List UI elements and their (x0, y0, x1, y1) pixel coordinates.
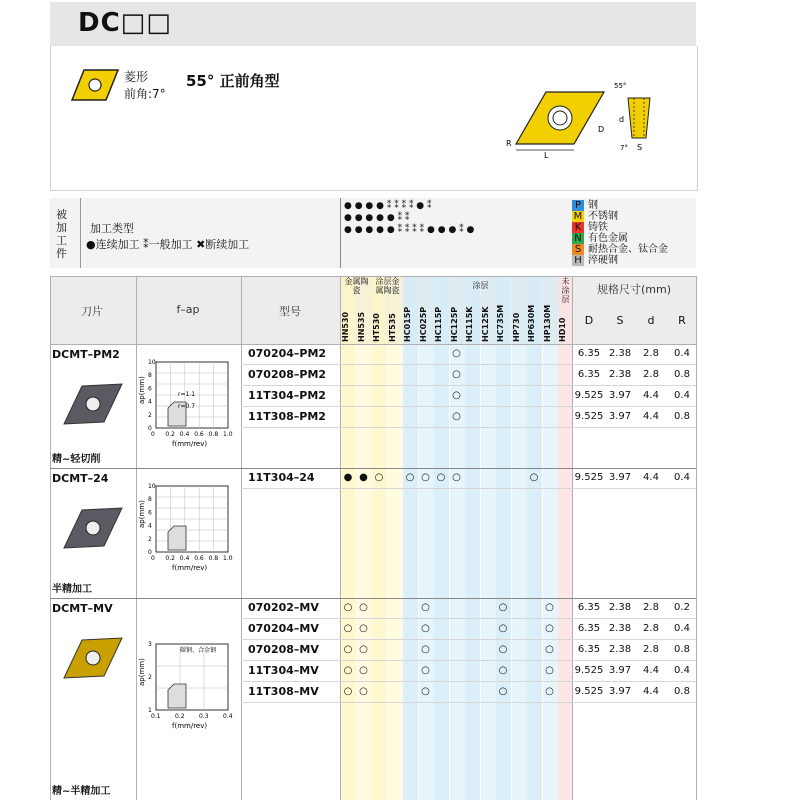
group-coated-cermet: 涂层金属陶瓷 (375, 277, 400, 295)
dim-value: 6.35 (577, 348, 601, 359)
group-cermet: 金属陶瓷 (344, 277, 369, 295)
dot-row: ● ● ● ● ● ⁑ ⁑ (344, 213, 410, 223)
chart-xlabel: f(mm/rev) (172, 440, 208, 448)
dim-value: 4.4 (643, 686, 659, 697)
workpiece-label: 被加工件 (56, 208, 67, 260)
material-name: 钢 (588, 200, 598, 211)
diagram-angle: 55° (614, 82, 627, 90)
chart-tick: 0 (148, 549, 152, 556)
section-divider (50, 598, 696, 599)
grade-mark: ○ (405, 472, 415, 483)
grade-mark: ○ (498, 644, 508, 655)
dim-value: 4.4 (643, 390, 659, 401)
grade-mark: ○ (343, 602, 353, 613)
fap-chart (140, 480, 236, 576)
model-number: 11T308–MV (248, 685, 319, 698)
grade-col-band (481, 276, 496, 800)
material-row (572, 200, 598, 211)
grade-mark: ○ (498, 665, 508, 676)
grade-mark: ○ (529, 472, 539, 483)
chart-tick: 8 (148, 372, 152, 380)
grade-mark: ○ (359, 602, 368, 613)
model-number: 11T304–MV (248, 664, 319, 677)
dim-value: 4.4 (643, 472, 659, 483)
chart-tick: 0 (148, 425, 152, 432)
dim-value: 2.38 (608, 623, 632, 634)
grade-label: HP630M (527, 304, 536, 342)
grade-mark: ○ (359, 686, 368, 697)
grade-col-band (434, 276, 449, 800)
insert-caption: 精~半精加工 (52, 786, 111, 797)
dim-value: 2.8 (643, 369, 659, 380)
chart-ylabel: ap(mm) (138, 376, 146, 404)
material-name: 有色金属 (588, 233, 628, 244)
chart-tick: 10 (148, 483, 156, 490)
dot-row: ● ● ● ● ● ⁑ ⁑ ⁑ ⁑ ● ● ● ⁑ ● (344, 225, 475, 235)
grade-label: HC125K (480, 306, 490, 342)
dim-value: 0.8 (674, 644, 690, 655)
dim-value: 2.8 (643, 644, 659, 655)
row-line (241, 702, 696, 703)
grade-mark: ○ (343, 623, 353, 634)
grade-col-band (419, 276, 434, 800)
dim-value: 0.4 (674, 348, 690, 359)
material-name: 耐热合金、钛合金 (588, 244, 668, 255)
dim-value: 9.525 (574, 472, 604, 483)
divider (80, 198, 81, 268)
dim-value: 6.35 (577, 623, 601, 634)
diagram-d: d (619, 115, 625, 124)
chart-tick: 0.6 (194, 431, 204, 438)
chart-tick: 3 (148, 641, 152, 648)
chart-note: 碳钢、合金钢 (180, 647, 217, 654)
diagram-R: R (506, 139, 512, 148)
machining-legend: ●连续加工 ⁑一般加工 ✖断续加工 (86, 238, 250, 251)
dim-value: 2.38 (608, 348, 632, 359)
chart-tick: 0.4 (223, 713, 233, 720)
dim-header: R (678, 314, 686, 327)
material-code: S (572, 244, 584, 255)
chart-ylabel: ap(mm) (138, 500, 146, 528)
grade-label: HC125P (449, 306, 459, 342)
grade-mark: ○ (343, 665, 353, 676)
model-number: 11T304–24 (248, 471, 315, 484)
chart-tick: 0.2 (175, 713, 185, 720)
row-line (241, 660, 696, 661)
grade-mark: ● (343, 472, 353, 483)
insert-code: DCMT–24 (52, 472, 109, 485)
row-line (241, 618, 696, 619)
dim-value: 0.4 (674, 623, 690, 634)
insert-code: DCMT–MV (52, 602, 113, 615)
grade-mark: ○ (359, 623, 368, 634)
diagram-L: L (544, 151, 549, 160)
diagram-S: S (637, 143, 643, 152)
insert-caption: 精~轻切削 (52, 454, 101, 465)
grade-mark: ○ (343, 686, 353, 697)
col-spec: 规格尺寸(mm) (596, 283, 671, 296)
grade-mark: ○ (343, 644, 353, 655)
chart-tick: 6 (148, 385, 152, 393)
grade-mark: ○ (359, 665, 368, 676)
grade-mark: ○ (421, 472, 430, 483)
dim-value: 9.525 (574, 390, 604, 401)
grade-mark: ○ (452, 411, 461, 422)
grade-mark: ○ (452, 472, 461, 483)
dim-value: 0.8 (674, 411, 690, 422)
row-line (241, 488, 696, 489)
grade-label: HP130M (542, 304, 552, 342)
dim-value: 9.525 (574, 411, 604, 422)
material-code: H (572, 255, 584, 266)
grade-mark: ○ (421, 644, 430, 655)
dim-value: 2.38 (608, 369, 632, 380)
grade-col-band (512, 276, 527, 800)
dim-header: S (616, 314, 624, 327)
insert-type-label: 55° 正前角型 (186, 72, 280, 90)
insert-info (124, 69, 166, 103)
model-number: 11T304–PM2 (248, 389, 326, 402)
grade-mark: ● (359, 472, 368, 483)
grade-mark: ○ (421, 623, 430, 634)
grade-label: HT535 (387, 313, 397, 342)
group-coated: 涂层 (472, 281, 489, 290)
material-row (572, 222, 608, 233)
grade-label: HD10 (558, 317, 567, 342)
chart-tick: 0.6 (194, 555, 204, 562)
material-code: N (572, 233, 584, 244)
chart-tick: 0.2 (165, 555, 175, 562)
dim-value: 0.4 (674, 665, 690, 676)
model-number: 070208–PM2 (248, 368, 327, 381)
fap-chart (140, 638, 236, 734)
model-number: 070204–MV (248, 622, 319, 635)
grade-mark: ○ (545, 686, 554, 697)
dim-value: 0.2 (674, 602, 690, 613)
grade-mark: ○ (452, 369, 461, 380)
chart-tick: 2 (148, 674, 152, 681)
grade-mark: ○ (545, 623, 554, 634)
machining-type-label: 加工类型 (90, 222, 134, 235)
chart-tick: 6 (148, 509, 152, 517)
material-row (572, 233, 628, 244)
grade-mark: ○ (545, 665, 554, 676)
grade-label: HN535 (356, 311, 366, 342)
grade-label: HC015P (403, 306, 412, 342)
model-number: 070204–PM2 (248, 347, 327, 360)
material-row (572, 244, 668, 255)
dot-row: ● ● ● ● ⁑ ⁑ ⁑ ⁑ ● ⁑ (344, 201, 432, 211)
chart-tick: 1 (148, 707, 152, 714)
insert-clearance-label: 前角:7° (124, 87, 166, 101)
grade-mark: ○ (545, 644, 554, 655)
material-name: 淬硬钢 (588, 255, 618, 266)
dim-header: d (647, 314, 655, 327)
dim-value: 3.97 (608, 411, 632, 422)
material-name: 铸铁 (588, 222, 608, 233)
grade-col-band (388, 276, 403, 800)
grade-label: HP730 (511, 312, 521, 342)
grade-col-band (372, 276, 387, 800)
col-divider (50, 276, 51, 800)
insert-shape-icon (70, 68, 120, 102)
col-fap: f–ap (176, 303, 200, 316)
col-model: 型号 (279, 305, 301, 318)
dim-value: 0.4 (674, 472, 690, 483)
grade-col-band (465, 276, 480, 800)
chart-tick: 1.0 (223, 555, 233, 562)
material-row (572, 211, 618, 222)
chart-note: r=1.1 (178, 391, 196, 398)
chart-tick: 10 (148, 359, 156, 366)
chart-tick: 0.4 (179, 431, 190, 438)
section-divider (50, 468, 696, 469)
dim-value: 2.8 (643, 602, 659, 613)
grade-mark: ○ (359, 644, 368, 655)
grade-col-band (558, 276, 573, 800)
insert-photo (62, 634, 124, 682)
dim-value: 2.38 (608, 644, 632, 655)
fap-chart (140, 356, 236, 452)
chart-tick: 0.8 (208, 555, 219, 562)
grade-mark: ○ (421, 686, 430, 697)
grade-col-band (341, 276, 356, 800)
chart-tick: 0.4 (179, 555, 190, 562)
diagram-D: D (598, 125, 605, 134)
dim-value: 3.97 (608, 665, 632, 676)
grade-mark: ○ (452, 348, 461, 359)
insert-photo (62, 504, 124, 552)
chart-tick: 0.8 (208, 431, 219, 438)
dim-value: 4.4 (643, 411, 659, 422)
material-code: M (573, 211, 583, 222)
dim-value: 6.35 (577, 644, 601, 655)
insert-photo (62, 380, 124, 428)
row-divider (50, 344, 696, 345)
material-name: 不锈钢 (588, 211, 618, 222)
material-row (572, 255, 618, 266)
dim-value: 3.97 (608, 390, 632, 401)
grade-mark: ○ (374, 472, 384, 483)
row-line (241, 406, 696, 407)
grade-col-band (543, 276, 558, 800)
chart-tick: 0 (151, 555, 155, 562)
row-line (241, 364, 696, 365)
material-code: P (572, 200, 584, 211)
grade-label: HC115K (465, 306, 474, 342)
dim-value: 4.4 (643, 665, 659, 676)
chart-tick: 0.1 (151, 713, 161, 720)
col-divider (136, 276, 137, 800)
grade-mark: ○ (498, 686, 508, 697)
insert-dimension-diagram (500, 80, 670, 160)
grade-mark: ○ (421, 665, 430, 676)
dim-value: 6.35 (577, 369, 601, 380)
chart-xlabel: f(mm/rev) (172, 722, 208, 730)
grade-col-band (403, 276, 418, 800)
col-divider (241, 276, 242, 800)
dim-value: 2.8 (643, 348, 659, 359)
dim-value: 2.8 (643, 623, 659, 634)
row-line (241, 639, 696, 640)
col-divider (340, 276, 341, 800)
row-line (241, 681, 696, 682)
col-divider (572, 276, 573, 800)
model-number: 070208–MV (248, 643, 319, 656)
grade-mark: ○ (421, 602, 430, 613)
chart-tick: 0.3 (199, 713, 209, 720)
dim-value: 9.525 (574, 686, 604, 697)
diagram-clear: 7° (620, 144, 628, 152)
model-number: 11T308–PM2 (248, 410, 326, 423)
chart-tick: 4 (148, 398, 152, 406)
chart-xlabel: f(mm/rev) (172, 564, 208, 572)
dim-value: 9.525 (574, 665, 604, 676)
grade-label: HC025P (418, 306, 428, 342)
chart-tick: 2 (148, 535, 152, 543)
dim-value: 0.8 (674, 369, 690, 380)
dim-value: 3.97 (608, 472, 632, 483)
grade-mark: ○ (436, 472, 446, 483)
row-line (241, 385, 696, 386)
chart-tick: 1.0 (223, 431, 233, 438)
dim-value: 0.8 (674, 686, 690, 697)
grade-label: HT530 (372, 313, 381, 342)
grade-col-band (527, 276, 542, 800)
grade-label: HC735M (496, 304, 505, 342)
col-blade: 刀片 (81, 305, 103, 318)
dim-value: 6.35 (577, 602, 601, 613)
row-divider (50, 276, 696, 277)
dim-value: 2.38 (608, 602, 632, 613)
grade-col-band (496, 276, 511, 800)
chart-note: r=0.7 (178, 403, 196, 410)
chart-ylabel: ap(mm) (138, 658, 146, 686)
grade-mark: ○ (498, 623, 508, 634)
insert-code: DCMT–PM2 (52, 348, 120, 361)
chart-tick: 0.2 (165, 431, 175, 438)
grade-label: HC115P (434, 306, 443, 342)
insert-caption: 半精加工 (52, 584, 92, 595)
chart-tick: 4 (148, 522, 152, 530)
chart-tick: 2 (148, 411, 152, 419)
dim-value: 0.4 (674, 390, 690, 401)
grade-mark: ○ (498, 602, 508, 613)
group-uncoated: 未涂层 (561, 277, 570, 304)
grade-col-band (357, 276, 372, 800)
material-code: K (572, 222, 584, 233)
grade-mark: ○ (452, 390, 461, 401)
row-line (241, 427, 696, 428)
grade-mark: ○ (545, 602, 554, 613)
dim-value: 3.97 (608, 686, 632, 697)
grade-label: HN530 (341, 311, 350, 342)
chart-tick: 0 (151, 431, 155, 438)
page-title: DC□□ (78, 8, 172, 38)
insert-shape-label: 菱形 (124, 70, 149, 84)
dim-header: D (584, 314, 594, 327)
chart-tick: 8 (148, 496, 152, 504)
model-number: 070202–MV (248, 601, 319, 614)
